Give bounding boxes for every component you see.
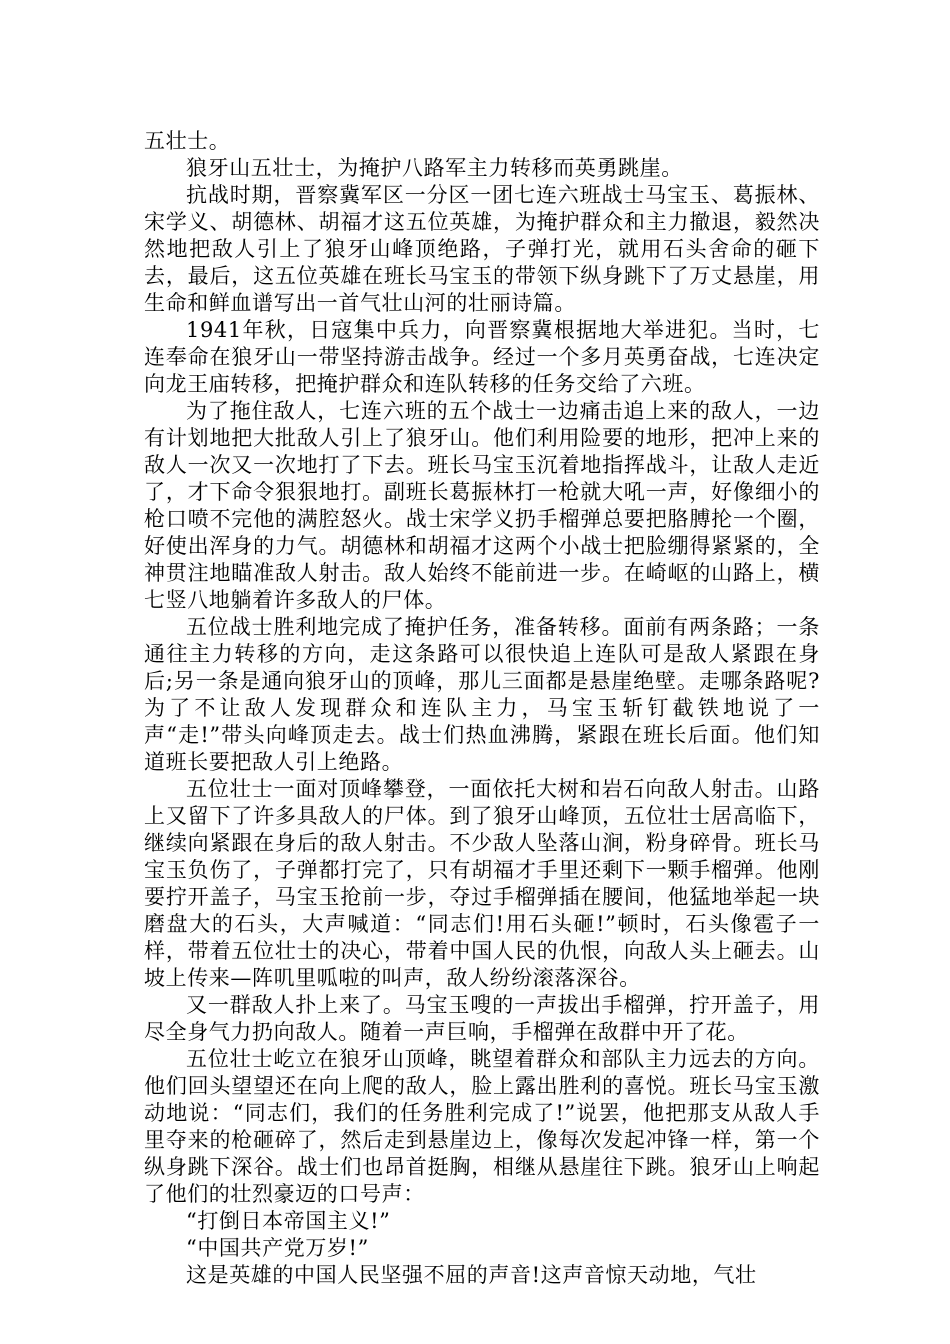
- paragraph: 五位战士胜利地完成了掩护任务，准备转移。面前有两条路；一条通往主力转移的方向，走这条路可以很快追上连队可是敌人紧跟在身后;另一条是通向狼牙山的顶峰，那儿三面都是悬崖绝壁。走哪条路呢?为了不让敌人发现群众和连队主力，马宝玉斩钉截铁地说了一声“走!”带头向峰顶走去。战士们热血沸腾，紧跟在班长后面。他们知道班长要把敌人引上绝路。: [144, 615, 820, 774]
- paragraph: 这是英雄的中国人民坚强不屈的声音!这声音惊天动地，气壮: [186, 1263, 757, 1287]
- article-body: [144, 128, 820, 1289]
- paragraph: 五位壮士屹立在狼牙山顶峰，眺望着群众和部队主力远去的方向。他们回头望望还在向上爬的敌人，脸上露出胜利的喜悦。班长马宝玉激动地说：“同志们，我们的任务胜利完成了!”说罢，他把那支从敌人手里夺来的枪砸碎了，然后走到悬崖边上，像每次发起冲锋一样，第一个纵身跳下深谷。战士们也昂首挺胸，相继从悬崖往下跳。狼牙山上响起了他们的壮烈豪迈的口号声：: [144, 1047, 820, 1206]
- paragraph: 狼牙山五壮士，为掩护八路军主力转移而英勇跳崖。: [186, 156, 683, 180]
- paragraph: 为了拖住敌人，七连六班的五个战士一边痛击追上来的敌人，一边有计划地把大批敌人引上了狼牙山。他们利用险要的地形，把冲上来的敌人一次又一次地打了下去。班长马宝玉沉着地指挥战斗，让敌人走近了，才下命令狠狠地打。副班长葛振林打一枪就大吼一声，好像细小的枪口喷不完他的满腔怒火。战士宋学义扔手榴弹总要把胳膊抡一个圈，好使出浑身的力气。胡德林和胡福才这两个小战士把脸绷得紧紧的，全神贯注地瞄准敌人射击。敌人始终不能前进一步。在崎岖的山路上，横七竖八地躺着许多敌人的尸体。: [144, 399, 820, 612]
- paragraph: 1941年秋，日寇集中兵力，向晋察冀根据地大举进犯。当时，七连奉命在狼牙山一带坚持游击战争。经过一个多月英勇奋战，七连决定向龙王庙转移，把掩护群众和连队转移的任务交给了六班。: [144, 318, 820, 396]
- paragraph: 五位壮士一面对顶峰攀登，一面依托大树和岩石向敌人射击。山路上又留下了许多具敌人的尸体。到了狼牙山峰顶，五位壮士居高临下，继续向紧跟在身后的敌人射击。不少敌人坠落山涧，粉身碎骨。班长马宝玉负伤了，子弹都打完了，只有胡福才手里还剩下一颗手榴弹。他刚要拧开盖子，马宝玉抢前一步，夺过手榴弹插在腰间，他猛地举起一块磨盘大的石头，大声喊道：“同志们!用石头砸!”顿时，石头像雹子一样，带着五位壮士的决心，带着中国人民的仇恨，向敌人头上砸去。山坡上传来—阵叽里呱啦的叫声，敌人纷纷滚落深谷。: [144, 777, 820, 990]
- paragraph-continuation: 五壮士。: [144, 129, 231, 153]
- slogan-line: “打倒日本帝国主义!”: [186, 1209, 391, 1233]
- slogan-line: “中国共产党万岁!”: [186, 1236, 369, 1260]
- paragraph: 又一群敌人扑上来了。马宝玉嗖的一声拔出手榴弹，拧开盖子，用尽全身气力扔向敌人。随着一声巨响，手榴弹在敌群中开了花。: [144, 993, 820, 1044]
- paragraph: 抗战时期，晋察冀军区一分区一团七连六班战士马宝玉、葛振林、宋学义、胡德林、胡福才这五位英雄，为掩护群众和主力撤退，毅然决然地把敌人引上了狼牙山峰顶绝路，子弹打光，就用石头舍命的砸下去，最后，这五位英雄在班长马宝玉的带领下纵身跳下了万丈悬崖，用生命和鲜血谱写出一首气壮山河的壮丽诗篇。: [144, 183, 820, 315]
